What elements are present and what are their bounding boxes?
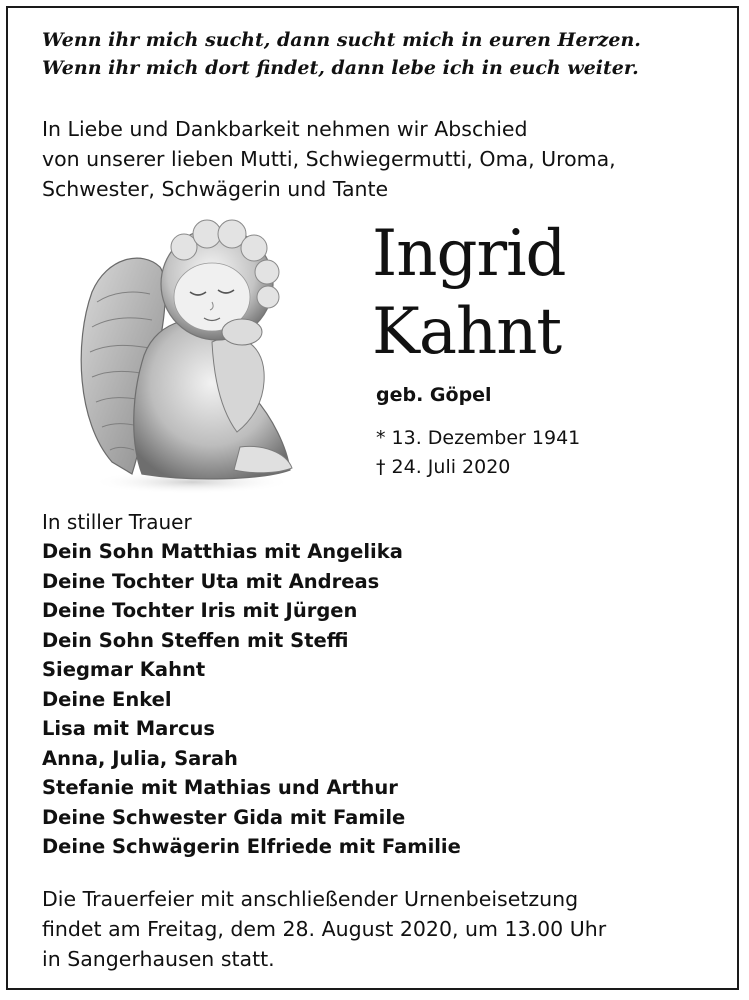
mourner-item: Deine Tochter Uta mit Andreas: [42, 569, 380, 593]
service-line-3: in Sangerhausen statt.: [42, 947, 275, 971]
mourner-item: Siegmar Kahnt: [42, 658, 206, 681]
motto-line-1: Wenn ihr mich sucht, dann sucht mich in euren Herzen.: [42, 29, 641, 51]
farewell-intro: [42, 114, 722, 204]
sleeping-angel-image: [72, 212, 308, 496]
mourner-item: Dein Sohn Matthias mit Angelika: [42, 540, 403, 563]
death-date: † 24. Juli 2020: [376, 456, 511, 478]
service-line-1: Die Trauerfeier mit anschließender Urnenbeisetzung: [42, 887, 579, 911]
intro-line-3: Schwester, Schwägerin und Tante: [42, 177, 389, 201]
intro-line-1: In Liebe und Dankbarkeit nehmen wir Abschied: [42, 117, 528, 141]
mourner-item: Deine Enkel: [42, 687, 172, 711]
funeral-service-info: [42, 884, 606, 974]
motto-quote: [42, 26, 722, 82]
service-line-2: findet am Freitag, dem 28. August 2020, um 13.00 Uhr: [42, 917, 607, 941]
mourner-item: Lisa mit Marcus: [42, 717, 216, 740]
mourner-item: Deine Schwester Gida mit Famile: [42, 805, 406, 829]
deceased-name: [372, 215, 566, 371]
mourner-item: Stefanie mit Mathias und Arthur: [42, 776, 398, 799]
mourner-item: Anna, Julia, Sarah: [42, 746, 238, 770]
deceased-first-name: Ingrid: [372, 217, 566, 291]
life-dates: [376, 424, 580, 482]
mourner-item: Deine Schwägerin Elfriede mit Familie: [42, 835, 461, 858]
deceased-last-name: Kahnt: [372, 295, 562, 369]
mourner-item: Dein Sohn Steffen mit Steffi: [42, 628, 349, 652]
birth-date: * 13. Dezember 1941: [376, 427, 581, 449]
mourners-list: [42, 537, 461, 862]
birth-name: geb. Göpel: [376, 384, 492, 406]
intro-line-2: von unserer lieben Mutti, Schwiegermutti, Oma, Uroma,: [42, 147, 616, 171]
mourners-label: In stiller Trauer: [42, 510, 192, 534]
motto-line-2: Wenn ihr mich dort findet, dann lebe ich in euch weiter.: [42, 57, 639, 79]
mourner-item: Deine Tochter Iris mit Jürgen: [42, 599, 358, 622]
